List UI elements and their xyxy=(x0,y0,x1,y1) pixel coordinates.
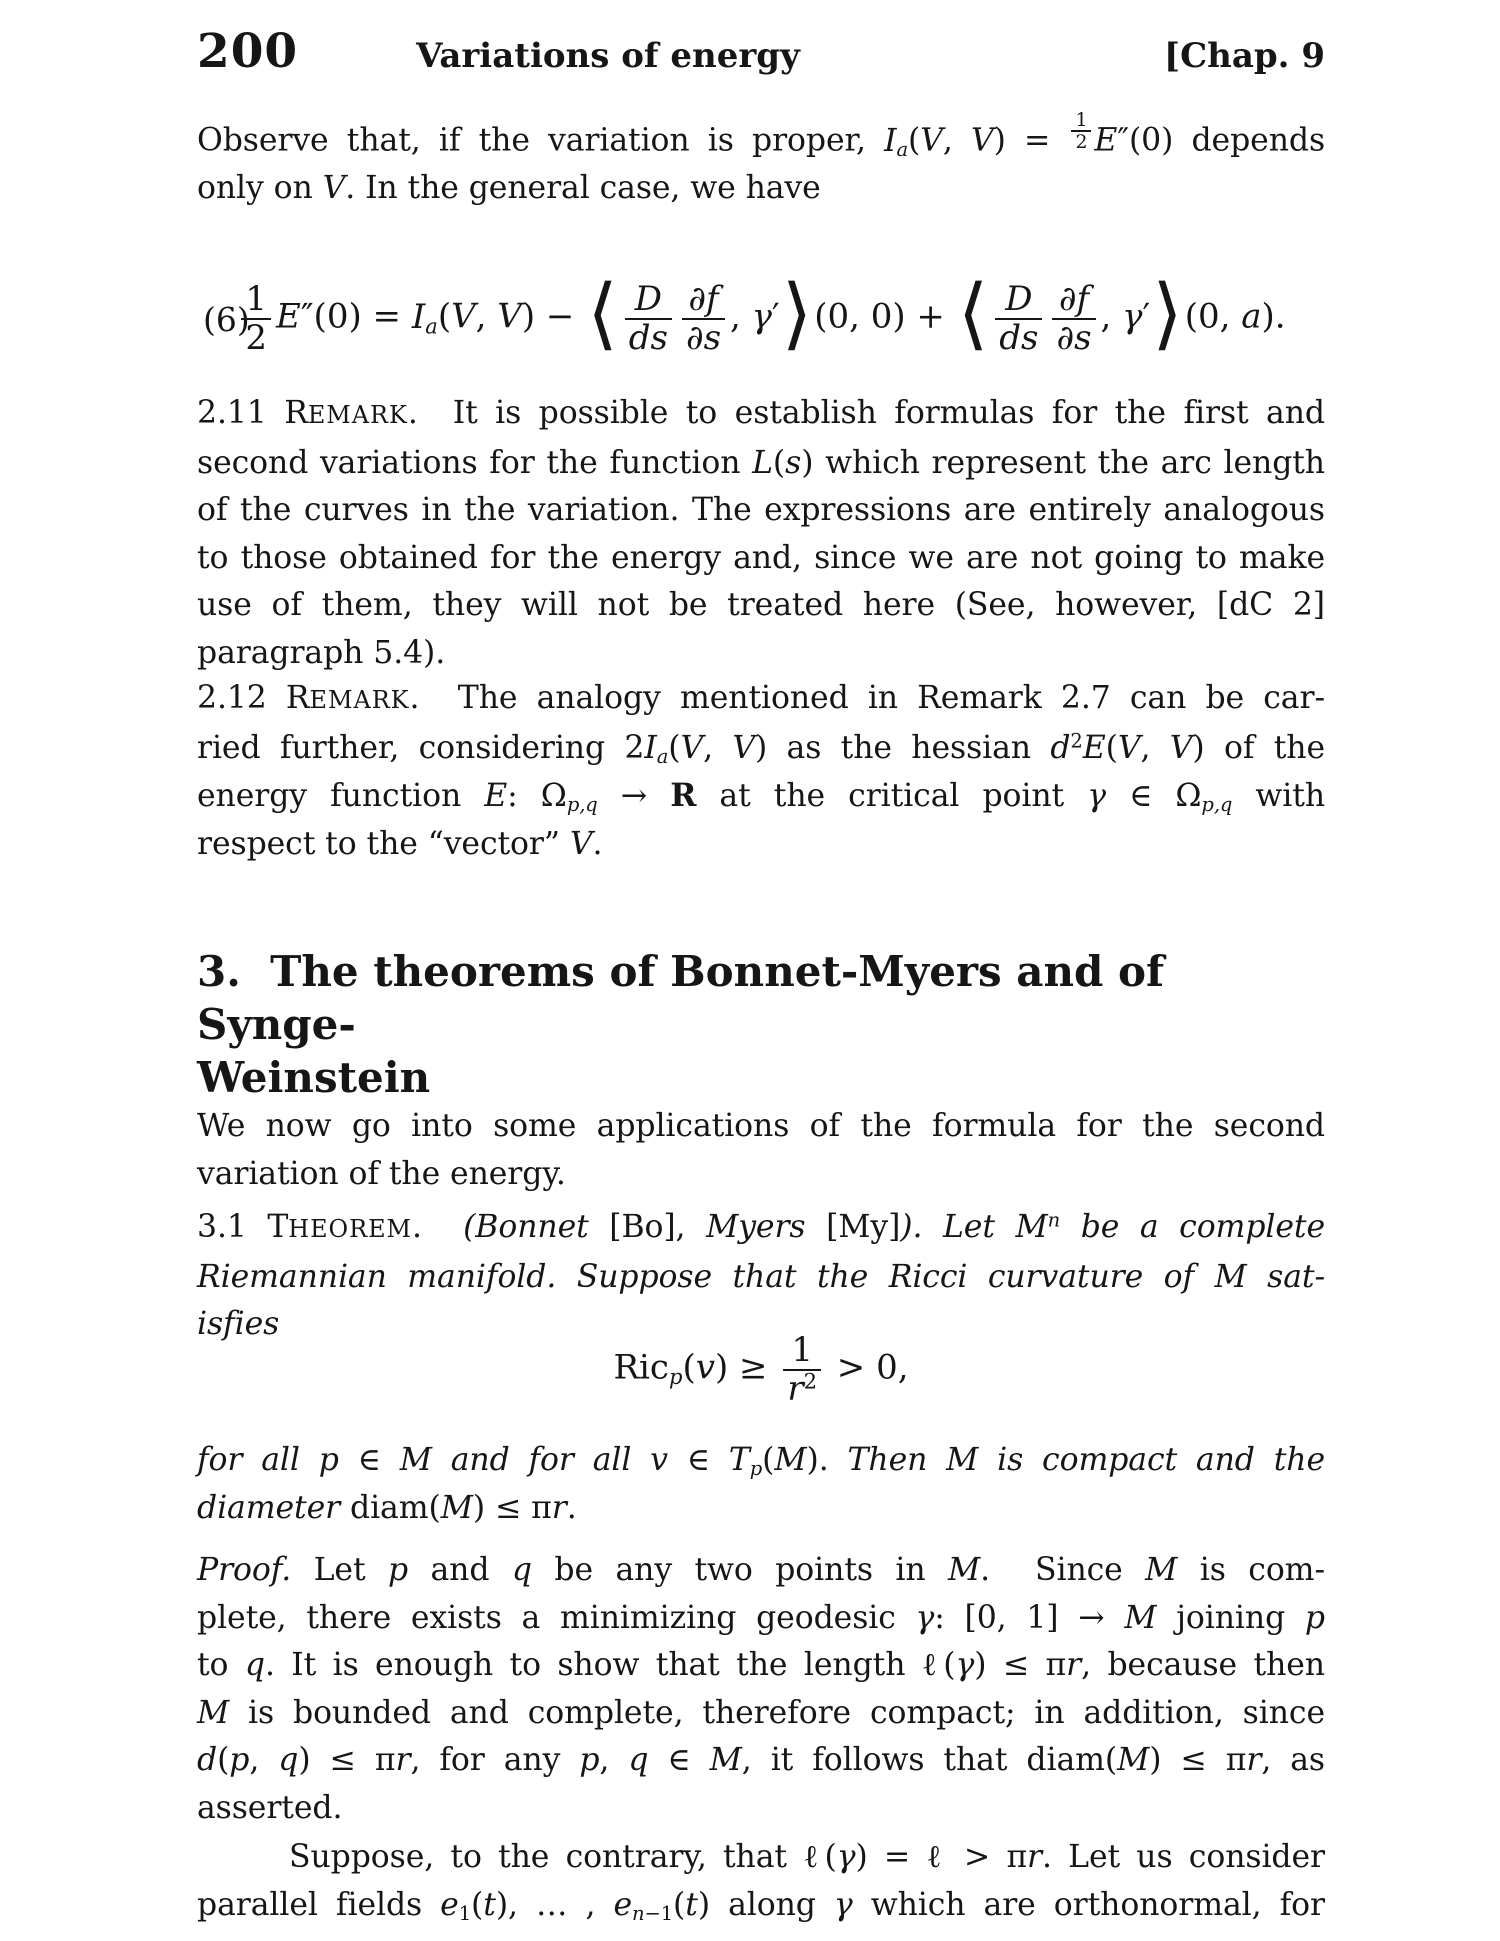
ricci-equation-body: Ric$_p$(v) ≥ $\frac{1}{r^2}$ > 0, xyxy=(613,1330,909,1409)
section-3-heading xyxy=(197,945,1325,1104)
text-line: paragraph 5.4). xyxy=(197,634,446,671)
text-line: M is bounded and complete, therefore compact; in addition, since xyxy=(197,1694,1325,1731)
text-line: only on V. In the general case, we have xyxy=(197,170,821,207)
text-line: use of them, they will not be treated here (See, however, [dC 2] xyxy=(197,587,1325,624)
text-line: 2.12 REMARK. The analogy mentioned in Remark 2.7 can be car- xyxy=(197,680,1325,716)
text-line: ried further, considering $2I_a(V$, V) as the hessian $d^2E(V$, V) of the xyxy=(197,728,1326,768)
running-title: Variations of energy xyxy=(416,36,800,76)
text-line: respect to the “vector” V. xyxy=(197,825,603,862)
text-line: Observe that, if the variation is proper, $I_a(V$, V) = $\frac{1}{2}$ E″(0) depends xyxy=(197,109,1326,161)
text-line: We now go into some applications of the formula for the second xyxy=(197,1108,1325,1144)
text-line: energy function E: $\Omega_{p,q} \to R$ at the critical point γ ∈ $\Omega_{p,q}$ with xyxy=(197,777,1326,817)
text-line: parallel fields $e_1(t)$, … , $e_{n-1}(t)$ along γ which are orthonormal, for xyxy=(197,1886,1326,1925)
section-heading-line: 3. The theorems of Bonnet-Myers and of Synge- xyxy=(197,947,1165,1049)
text-line: Suppose, to the contrary, that ℓ(γ) = ℓ > πr. Let us consider xyxy=(289,1839,1325,1875)
text-line: 3.1 THEOREM. (Bonnet [Bo], Myers [My]). Let $M^n$ be a complete xyxy=(197,1208,1326,1245)
text-line: variation of the energy. xyxy=(197,1155,566,1192)
text-line: d(p, q) ≤ πr, for any p, q ∈ M, it follows that diam(M) ≤ πr, as xyxy=(197,1742,1325,1779)
theorem-3-1-conclusion xyxy=(197,1437,1325,1532)
text-line: Proof. Let p and q be any two points in M. Since M is com- xyxy=(197,1552,1325,1588)
text-line: asserted. xyxy=(197,1789,343,1826)
remark-2-11 xyxy=(197,390,1325,678)
proof-paragraph xyxy=(197,1547,1325,1833)
text-line: to those obtained for the energy and, since we are not going to make xyxy=(197,539,1325,576)
section-3-intro xyxy=(197,1103,1325,1198)
text-line: 2.11 REMARK. It is possible to establish formulas for the first and xyxy=(197,395,1325,431)
equation-6 xyxy=(197,243,1325,395)
chapter-label: [Chap. 9 xyxy=(1163,36,1325,76)
closing-paragraph xyxy=(197,1834,1325,1929)
text-line: to q. It is enough to show that the length ℓ(γ) ≤ πr, because then xyxy=(197,1647,1325,1684)
text-line: diameter diam(M) ≤ πr. xyxy=(197,1489,577,1526)
equation-6-label: (6) xyxy=(203,299,250,339)
equation-6-body: $\frac{1}{2}$ $E''(0) = I_a(V$, V) − ⟨ $\frac{D}{ds}$ $\frac{\partial f}{\partial s}$ , γ′⟩(0, 0) + ⟨ $\frac{D}{ds}$ $\frac{\partial f}{\partial s}$ , γ′⟩(0, a). xyxy=(236,281,1285,356)
text-line: Riemannian manifold. Suppose that the Ricci curvature of M sat- xyxy=(197,1258,1325,1295)
page-number: 200 xyxy=(197,24,299,79)
page-header xyxy=(197,24,1325,79)
intro-paragraph xyxy=(197,110,1325,213)
text-line: for all p ∈ M and for all v ∈ $T_p(M)$. Then M is compact and the xyxy=(197,1442,1326,1480)
text-line: second variations for the function L(s) which represent the arc length xyxy=(197,444,1325,481)
text-line: isfies xyxy=(197,1306,280,1343)
section-heading-line: Weinstein xyxy=(197,1053,431,1102)
ricci-equation xyxy=(197,1322,1325,1418)
text-line: plete, there exists a minimizing geodesic γ: [0, 1] → M joining p xyxy=(197,1599,1325,1636)
text-line: of the curves in the variation. The expressions are entirely analogous xyxy=(197,492,1325,529)
remark-2-12 xyxy=(197,675,1325,868)
